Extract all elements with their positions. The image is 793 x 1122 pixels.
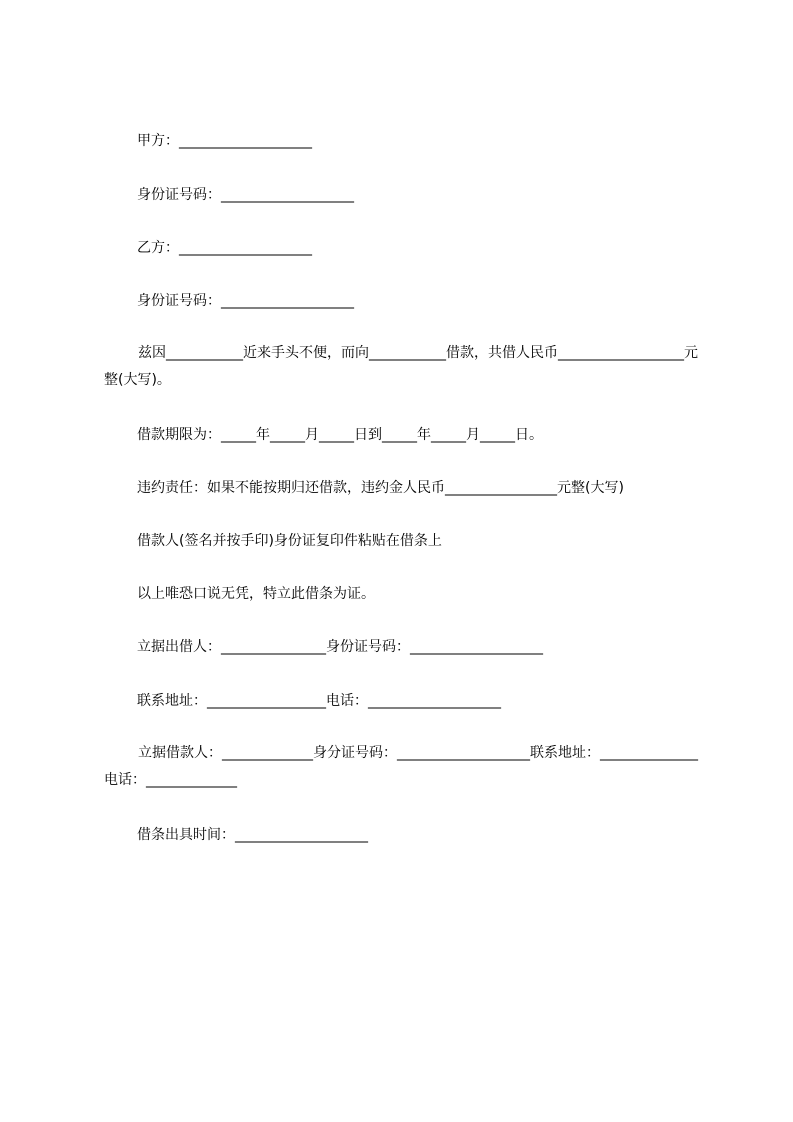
loan-reason-paragraph: 兹因___________近来手头不便，而向___________借款，共借人民币__________________元整(大写)。 <box>104 345 698 388</box>
party-b-line: 乙方：___________________ <box>137 240 312 256</box>
issue-time-line: 借条出具时间：___________________ <box>137 827 368 843</box>
party-a-line: 甲方：___________________ <box>137 133 312 149</box>
lender-line: 立据出借人：_______________身份证号码：___________________ <box>137 639 543 655</box>
party-a-id-line: 身份证号码：___________________ <box>137 187 354 203</box>
borrower-paragraph: 立据借款人：_____________身分证号码：___________________联系地址：______________电话：_____________ <box>104 745 698 788</box>
party-b-id-line: 身份证号码：___________________ <box>137 293 354 309</box>
borrower-note-line: 借款人(签名并按手印)身份证复印件粘贴在借条上 <box>137 533 442 549</box>
penalty-line: 违约责任：如果不能按期归还借款，违约金人民币________________元整(大写) <box>137 480 624 496</box>
oral-note-line: 以上唯恐口说无凭，特立此借条为证。 <box>137 586 375 602</box>
lender-contact-line: 联系地址：_________________电话：___________________ <box>137 693 501 709</box>
loan-term-line: 借款期限为：_____年_____月_____日到_____年_____月_____日。 <box>137 427 543 443</box>
